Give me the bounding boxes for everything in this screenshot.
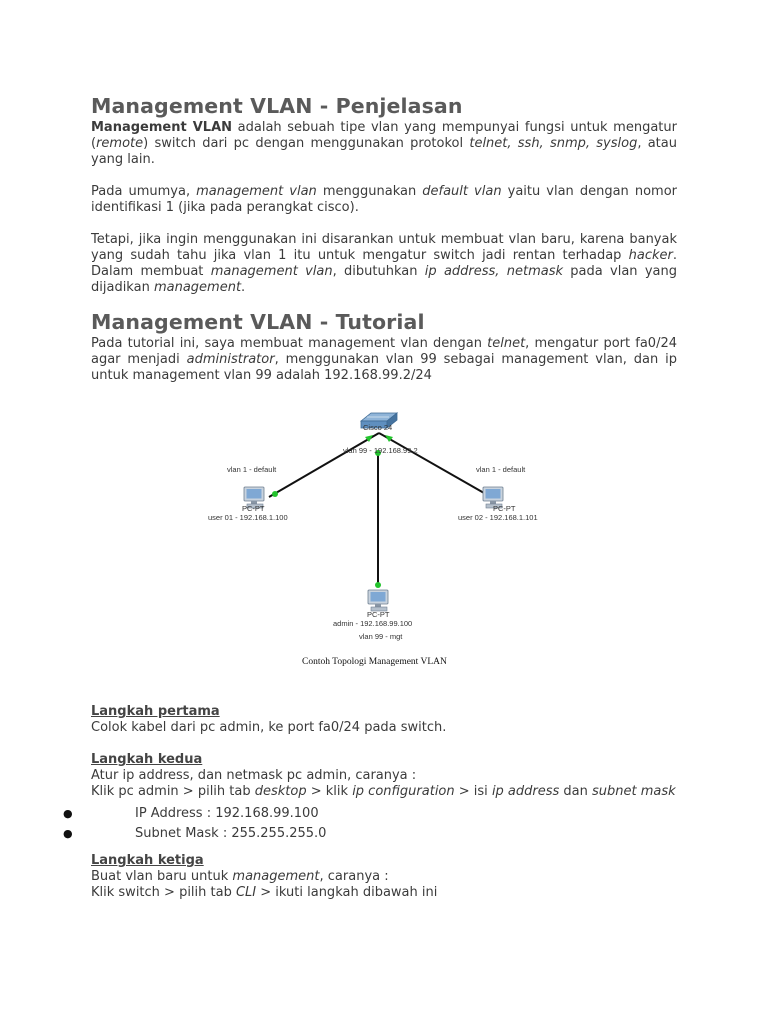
bullet-icon: ● [63,807,73,820]
step3-text: Buat vlan baru untuk management, caranya : [91,869,389,884]
link-light-icon [375,582,381,588]
user02-vlan-label: vlan 1 - default [476,465,526,474]
step1-text: Colok kabel dari pc admin, ke port fa0/24 pada switch. [91,720,447,735]
paragraph-recommendation: Tetapi, jika ingin menggunakan ini disarankan untuk membuat vlan baru, karena banyak yang sudah tahu jika vlan 1 itu untuk mengatur switch jadi rentan terhadap hacker. Dalam membuat management vlan, dibutuhkan ip address, netmask pada vlan yang dijadikan management. [91,232,677,295]
bullet-icon: ● [63,827,73,840]
link-switch-user02 [379,433,491,497]
paragraph-default-vlan: Pada umumya, management vlan menggunakan default vlan yaitu vlan dengan nomor identifikasi 1 (jika pada perangkat cisco). [91,184,678,215]
user02-name-label: user 02 - 192.168.1.101 [458,513,538,522]
switch-vlan-label: vlan 99 - 192.168.99.2 [343,446,418,455]
link-switch-user01 [269,433,379,497]
user01-type-label: PC-PT [242,504,265,513]
step1-title: Langkah pertama [91,704,220,719]
network-topology-diagram [91,403,677,703]
ip-settings-list [63,806,677,846]
section-title-tutorial: Management VLAN - Tutorial [91,310,425,334]
admin-name-label: admin - 192.168.99.100 [333,619,413,628]
pc-icon-admin [368,590,388,611]
link-light-icon [272,491,278,497]
paragraph-tutorial-intro: Pada tutorial ini, saya membuat management vlan dengan telnet, mengatur port fa0/24 agar menjadi administrator, menggunakan vlan 99 sebagai management vlan, dan ip untuk management vlan 99 adalah 192.168.99.2/24 [91,336,678,383]
admin-vlan-label: vlan 99 - mgt [359,632,403,641]
step2-text: Atur ip address, dan netmask pc admin, caranya : [91,768,417,783]
list-item: ● IP Address : 192.168.99.100 [63,806,319,821]
step2-instructions: Klik pc admin > pilih tab desktop > klik ip configuration > isi ip address dan subnet mask [91,784,676,799]
step2-title: Langkah kedua [91,752,203,767]
user02-type-label: PC-PT [493,504,516,513]
user01-vlan-label: vlan 1 - default [227,465,277,474]
paragraph-definition: Management VLAN adalah sebuah tipe vlan yang mempunyai fungsi untuk mengatur (remote) switch dari pc dengan menggunakan protokol telnet, ssh, snmp, syslog, atau yang lain. [91,120,677,167]
step3-title: Langkah ketiga [91,853,204,868]
switch-label: Cisco 24 [363,423,393,432]
diagram-caption: Contoh Topologi Management VLAN [302,657,447,667]
step3-instructions: Klik switch > pilih tab CLI > ikuti langkah dibawah ini [91,885,438,900]
admin-type-label: PC-PT [367,610,390,619]
section-title-penjelasan: Management VLAN - Penjelasan [91,94,463,118]
list-item: ● Subnet Mask : 255.255.255.0 [63,826,327,841]
user01-name-label: user 01 - 192.168.1.100 [208,513,288,522]
document-page [63,92,678,901]
